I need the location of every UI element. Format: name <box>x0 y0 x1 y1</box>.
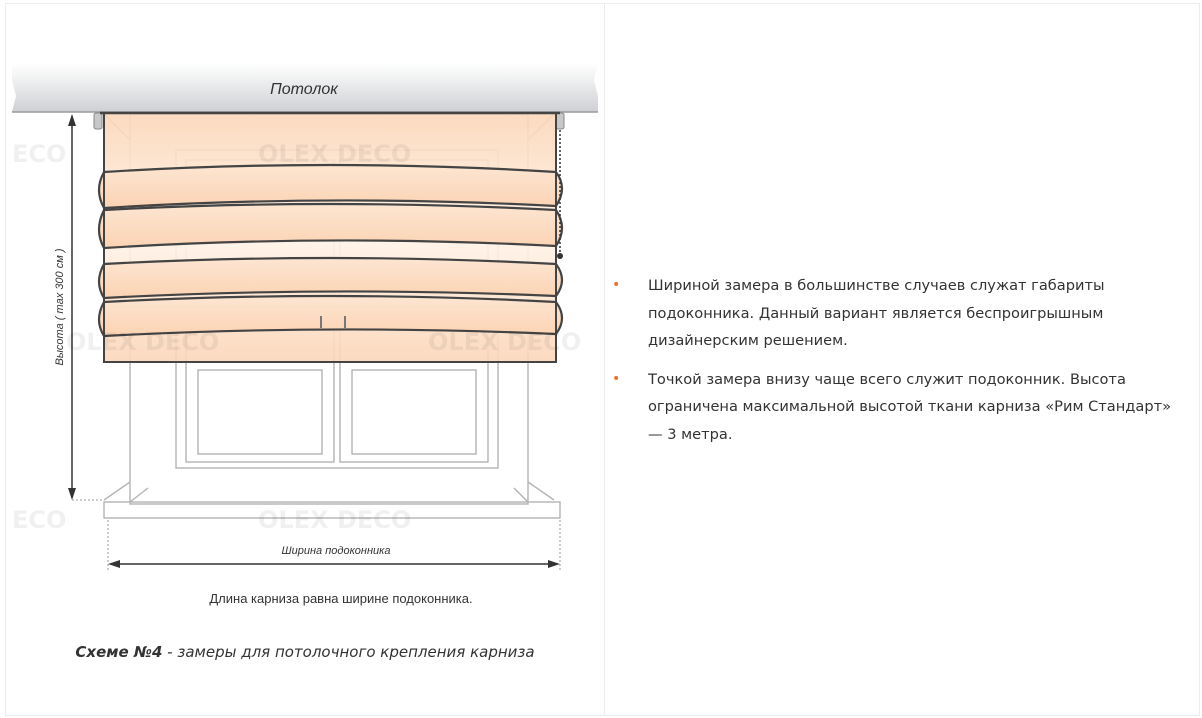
notes-list <box>612 272 1197 459</box>
watermark-text: OLEX DECO <box>66 328 220 356</box>
note-line: подоконника. Данный вариант является беспроигрышным <box>648 304 1104 322</box>
bullet: • <box>612 370 621 387</box>
left-bracket <box>94 113 102 129</box>
caption-text: - замеры для потолочного крепления карниза <box>162 643 535 661</box>
column-divider <box>604 3 605 716</box>
note-line: Точкой замера внизу чаще всего служит подоконник. Высота <box>648 370 1126 388</box>
width-label: Ширина подоконника <box>281 545 391 557</box>
watermark-text: ECO <box>12 506 67 534</box>
blind-fold-1 <box>99 165 562 208</box>
blind-fold-2 <box>99 204 562 248</box>
watermark-text: OLEX DECO <box>428 328 582 356</box>
chain-weight <box>557 253 563 259</box>
list-item <box>612 366 1197 449</box>
ceiling-label: Потолок <box>270 81 338 98</box>
watermark-text: OLEX DECO <box>258 506 412 534</box>
note-line: — 3 метра. <box>648 425 733 443</box>
blind-fold-3 <box>99 258 562 298</box>
watermark-text: ECO <box>12 140 67 168</box>
note-line: ограничена максимальной высотой ткани карниза «Рим Стандарт» <box>648 398 1172 415</box>
list-item <box>612 272 1197 355</box>
bullet: • <box>612 277 621 293</box>
watermark-text: OLEX DECO <box>258 140 412 168</box>
caption-bold: Схеме №4 <box>75 643 163 661</box>
ceiling <box>12 64 598 112</box>
measurement-diagram <box>8 50 602 620</box>
right-bracket <box>556 113 564 129</box>
cornice-note: Длина карниза равна ширине подоконника. <box>209 591 473 606</box>
note-line: дизайнерским решением. <box>648 332 848 349</box>
height-label: Высота ( max 300 см ) <box>54 248 66 366</box>
height-dimension <box>54 114 104 500</box>
note-line: Шириной замера в большинстве случаев служат габариты <box>648 277 1105 294</box>
diagram-caption <box>0 643 610 661</box>
